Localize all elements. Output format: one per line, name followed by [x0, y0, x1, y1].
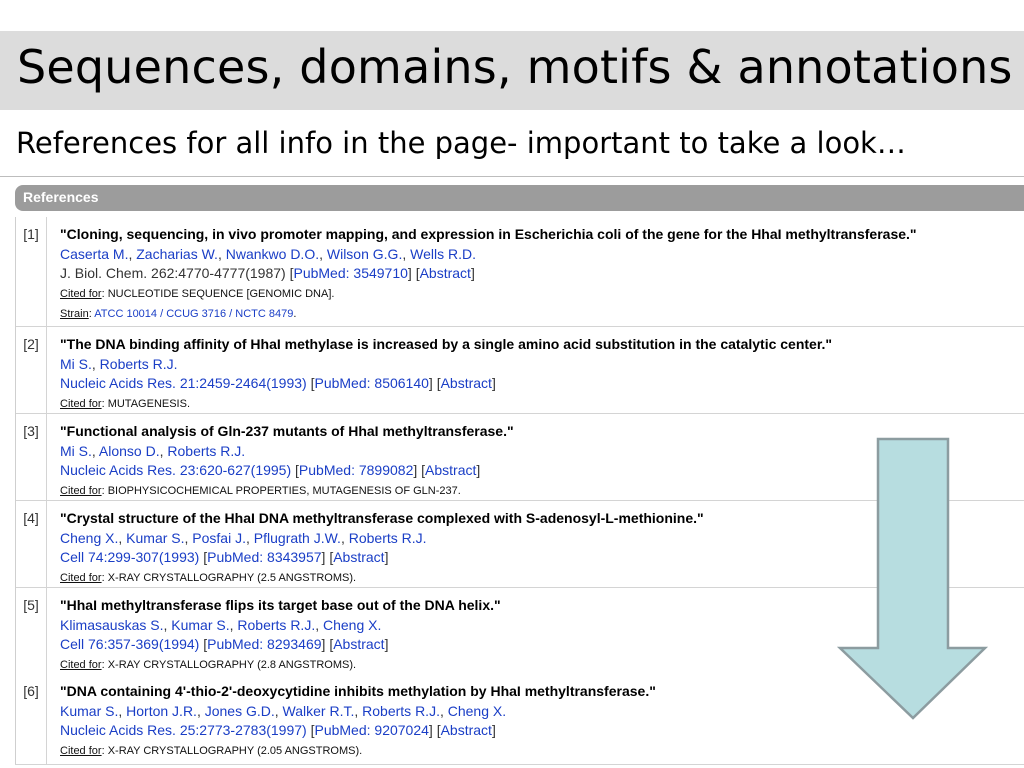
author-link[interactable]: Mi S. — [60, 442, 92, 459]
author-link[interactable]: Caserta M. — [60, 245, 129, 262]
cited-for-value: X-RAY CRYSTALLOGRAPHY (2.05 ANGSTROMS). — [107, 744, 363, 757]
reference-title: "Cloning, sequencing, in vivo promoter mapping, and expression in Escherichia coli of the gene for the HhaI methyltransferase." — [60, 226, 917, 242]
journal-citation: J. Biol. Chem. 262:4770-4777(1987) — [60, 265, 286, 281]
cited-for-label: Cited for — [60, 397, 102, 410]
reference-number: [3] — [16, 414, 47, 501]
cited-for-line: Cited for: X-RAY CRYSTALLOGRAPHY (2.5 ANGSTROMS). — [60, 571, 357, 584]
reference-citation: Cell 74:299-307(1993) [PubMed: 8343957] [Abstract] — [60, 549, 389, 565]
abstract-link[interactable]: Abstract — [419, 265, 471, 281]
slide-subtitle: References for all info in the page- important to take a look… — [16, 126, 906, 160]
pubmed-link[interactable]: PubMed: 8343957 — [207, 549, 322, 565]
author-link[interactable]: Pflugrath J.W. — [253, 529, 341, 546]
journal-citation[interactable]: Cell 76:357-369(1994) — [60, 636, 200, 652]
reference-citation: Nucleic Acids Res. 21:2459-2464(1993) [PubMed: 8506140] [Abstract] — [60, 375, 496, 391]
reference-number: [1] — [16, 217, 47, 326]
cited-for-line: Cited for: X-RAY CRYSTALLOGRAPHY (2.8 ANGSTROMS). — [60, 658, 357, 671]
reference-authors: Klimasauskas S., Kumar S., Roberts R.J., Cheng X. — [60, 616, 382, 633]
reference-number: [2] — [16, 327, 47, 414]
pubmed-link[interactable]: PubMed: 8293469 — [207, 636, 322, 652]
reference-citation: Nucleic Acids Res. 23:620-627(1995) [PubMed: 7899082] [Abstract] — [60, 462, 481, 478]
author-link[interactable]: Alonso D. — [98, 442, 160, 459]
abstract-link[interactable]: Abstract — [333, 636, 385, 652]
cited-for-value: X-RAY CRYSTALLOGRAPHY (2.8 ANGSTROMS). — [107, 658, 357, 671]
author-link[interactable]: Kumar S. — [126, 529, 185, 546]
abstract-link[interactable]: Abstract — [440, 722, 492, 738]
cited-for-line: Cited for: NUCLEOTIDE SEQUENCE [GENOMIC DNA]. — [60, 287, 335, 300]
cited-for-line: Cited for: BIOPHYSICOCHEMICAL PROPERTIES, MUTAGENESIS OF GLN-237. — [60, 484, 461, 497]
abstract-link[interactable]: Abstract — [440, 375, 492, 391]
journal-citation[interactable]: Nucleic Acids Res. 21:2459-2464(1993) — [60, 375, 307, 391]
reference-title: "DNA containing 4'-thio-2'-deoxycytidine inhibits methylation by HhaI methyltransferase." — [60, 683, 656, 699]
journal-citation[interactable]: Nucleic Acids Res. 23:620-627(1995) — [60, 462, 292, 478]
strain-link[interactable]: ATCC 10014 / CCUG 3716 / NCTC 8479 — [94, 307, 294, 320]
reference-title: "Functional analysis of Gln-237 mutants of HhaI methyltransferase." — [60, 423, 514, 439]
cited-for-label: Cited for — [60, 571, 102, 584]
reference-authors: Kumar S., Horton J.R., Jones G.D., Walker R.T., Roberts R.J., Cheng X. — [60, 702, 507, 719]
cited-for-label: Cited for — [60, 484, 102, 497]
author-link[interactable]: Walker R.T. — [282, 702, 355, 719]
reference-number: [4] — [16, 501, 47, 588]
author-link[interactable]: Klimasauskas S. — [60, 616, 164, 633]
reference-title: "The DNA binding affinity of HhaI methylase is increased by a single amino acid substitution in the catalytic center." — [60, 336, 833, 352]
pubmed-link[interactable]: PubMed: 9207024 — [314, 722, 429, 738]
author-link[interactable]: Roberts R.J. — [348, 529, 427, 546]
reference-authors: Caserta M., Zacharias W., Nwankwo D.O., Wilson G.G., Wells R.D. — [60, 245, 476, 262]
author-link[interactable]: Posfai J. — [192, 529, 246, 546]
reference-row — [16, 217, 1024, 326]
author-link[interactable]: Cheng X. — [60, 529, 119, 546]
journal-citation[interactable]: Nucleic Acids Res. 25:2773-2783(1997) — [60, 722, 307, 738]
author-link[interactable]: Horton J.R. — [126, 702, 197, 719]
reference-title: "Crystal structure of the HhaI DNA methyltransferase complexed with S-adenosyl-L-methionine." — [60, 510, 704, 526]
reference-title: "HhaI methyltransferase flips its target base out of the DNA helix." — [60, 597, 501, 613]
pubmed-link[interactable]: PubMed: 7899082 — [298, 462, 414, 478]
author-link[interactable]: Roberts R.J. — [362, 702, 440, 719]
cited-for-value: MUTAGENESIS. — [107, 397, 191, 410]
slide-title: Sequences, domains, motifs & annotations — [17, 40, 1013, 94]
divider — [0, 176, 1024, 177]
author-link[interactable]: Mi S. — [60, 355, 92, 372]
table-bottom-border — [15, 764, 1024, 765]
abstract-link[interactable]: Abstract — [425, 462, 477, 478]
cited-for-value: NUCLEOTIDE SEQUENCE [GENOMIC DNA]. — [107, 287, 335, 300]
cited-for-label: Cited for — [60, 744, 102, 757]
reference-authors: Mi S., Alonso D., Roberts R.J. — [60, 442, 246, 459]
reference-citation: Nucleic Acids Res. 25:2773-2783(1997) [PubMed: 9207024] [Abstract] — [60, 722, 496, 738]
reference-citation: Cell 76:357-369(1994) [PubMed: 8293469] [Abstract] — [60, 636, 389, 652]
strain-line: Strain: ATCC 10014 / CCUG 3716 / NCTC 8479. — [60, 307, 297, 320]
author-link[interactable]: Cheng X. — [323, 616, 382, 633]
author-link[interactable]: Kumar S. — [60, 702, 119, 719]
author-link[interactable]: Cheng X. — [447, 702, 507, 719]
reference-number: [5] — [16, 588, 47, 675]
strain-label: Strain — [60, 307, 89, 320]
reference-body — [60, 225, 1024, 324]
cited-for-value: X-RAY CRYSTALLOGRAPHY (2.5 ANGSTROMS). — [107, 571, 357, 584]
cited-for-value: BIOPHYSICOCHEMICAL PROPERTIES, MUTAGENESIS OF GLN-237. — [107, 484, 461, 497]
journal-citation[interactable]: Cell 74:299-307(1993) — [60, 549, 200, 565]
author-link[interactable]: Kumar S. — [171, 616, 230, 633]
cited-for-line: Cited for: MUTAGENESIS. — [60, 397, 191, 410]
author-link[interactable]: Nwankwo D.O. — [225, 245, 320, 262]
reference-authors: Cheng X., Kumar S., Posfai J., Pflugrath J.W., Roberts R.J. — [60, 529, 427, 546]
down-arrow-icon — [835, 436, 990, 721]
pubmed-link[interactable]: PubMed: 3549710 — [293, 265, 408, 281]
author-link[interactable]: Roberts R.J. — [99, 355, 178, 372]
pubmed-link[interactable]: PubMed: 8506140 — [314, 375, 429, 391]
author-link[interactable]: Zacharias W. — [136, 245, 218, 262]
cited-for-line: Cited for: X-RAY CRYSTALLOGRAPHY (2.05 ANGSTROMS). — [60, 744, 363, 757]
author-link[interactable]: Roberts R.J. — [167, 442, 246, 459]
author-link[interactable]: Jones G.D. — [204, 702, 275, 719]
references-header — [15, 185, 1024, 211]
reference-body — [60, 335, 1024, 414]
reference-number: [6] — [16, 674, 47, 765]
reference-row — [16, 326, 1024, 414]
reference-citation: J. Biol. Chem. 262:4770-4777(1987) [PubMed: 3549710] [Abstract] — [60, 265, 475, 281]
cited-for-label: Cited for — [60, 287, 102, 300]
author-link[interactable]: Wells R.D. — [410, 245, 476, 262]
reference-authors: Mi S., Roberts R.J. — [60, 355, 178, 372]
author-link[interactable]: Roberts R.J. — [237, 616, 316, 633]
cited-for-label: Cited for — [60, 658, 102, 671]
abstract-link[interactable]: Abstract — [333, 549, 385, 565]
references-header-label: References — [23, 189, 99, 205]
author-link[interactable]: Wilson G.G. — [326, 245, 403, 262]
